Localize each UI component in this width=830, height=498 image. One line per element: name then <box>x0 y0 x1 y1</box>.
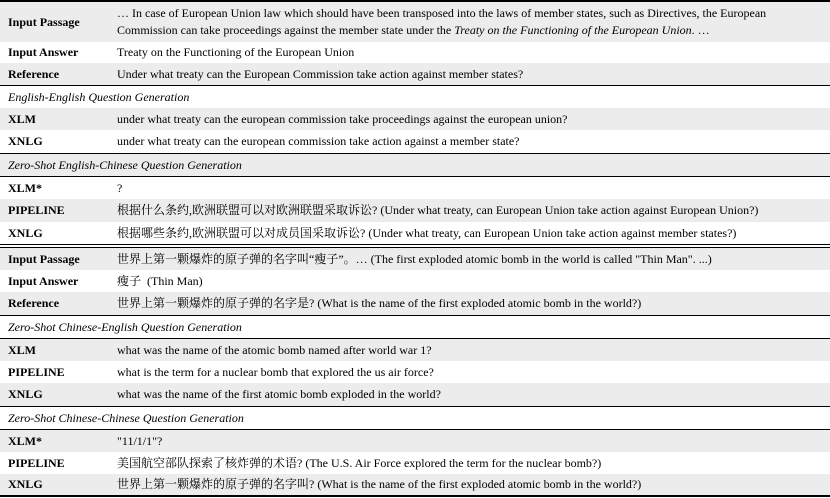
reference-text: 世界上第一颗爆炸的原子弹的名字是? (What is the name of the first exploded atomic bomb in the world?) <box>117 296 642 310</box>
output-text: under what treaty can the european commission take proceedings against the european union? <box>117 111 568 126</box>
table-row <box>0 199 830 222</box>
row-label: XNLG <box>8 134 43 148</box>
output-text: 世界上第一颗爆炸的原子弹的名字叫? (What is the name of the first exploded atomic bomb in the world?) <box>117 477 642 491</box>
row-label: XNLG <box>8 477 43 491</box>
section-row <box>0 316 830 338</box>
row-label: XLM* <box>8 180 42 195</box>
output-text: what was the name of the atomic bomb named after world war 1? <box>117 342 432 357</box>
table-row <box>0 474 830 495</box>
table-row <box>0 42 830 63</box>
section-title: Zero-Shot Chinese-English Question Generation <box>8 319 242 334</box>
row-label: XLM* <box>8 433 42 448</box>
input-answer-text: Treaty on the Functioning of the European Union <box>117 45 355 59</box>
output-text: 根据什么条约,欧洲联盟可以对欧洲联盟采取诉讼? (Under what treaty, can European Union take action against European Union?) <box>117 203 759 217</box>
reference-text: Under what treaty can the European Commission take action against member states? <box>117 66 524 81</box>
input-passage-text: … In case of European Union law which should have been transposed into the laws of member states, such as Directives, the European Commission can take proceedings against the member state under the Treaty on the Functioning of the European Union. … <box>117 6 767 37</box>
table-row <box>0 108 830 130</box>
row-label: XNLG <box>8 387 43 401</box>
table-row <box>0 270 830 292</box>
section-title: English-English Question Generation <box>8 89 190 104</box>
table-row <box>0 2 830 42</box>
table-row <box>0 361 830 383</box>
section-title: Zero-Shot English-Chinese Question Generation <box>8 157 242 172</box>
row-label: PIPELINE <box>8 364 65 379</box>
section-title: Zero-Shot Chinese-Chinese Question Generation <box>8 410 244 425</box>
row-label: Input Answer <box>8 45 79 59</box>
section-row <box>0 154 830 176</box>
row-label: Input Passage <box>8 14 80 29</box>
row-label: XNLG <box>8 225 43 240</box>
row-label: Input Answer <box>8 273 79 288</box>
section-row <box>0 86 830 108</box>
row-label: Reference <box>8 296 60 310</box>
table-row <box>0 452 830 474</box>
table-row <box>0 130 830 153</box>
row-label: XLM <box>8 342 36 357</box>
input-passage-text: 世界上第一颗爆炸的原子弹的名字叫“瘦子”。… (The first exploded atomic bomb in the world is called "Thin Man". ...) <box>117 251 712 266</box>
input-answer-text: 瘦子 (Thin Man) <box>117 273 203 288</box>
table-row <box>0 383 830 406</box>
row-label: PIPELINE <box>8 455 65 470</box>
table-row <box>0 292 830 315</box>
table-row <box>0 177 830 199</box>
table-row <box>0 339 830 361</box>
double-rule-top <box>0 244 830 245</box>
section-row <box>0 407 830 429</box>
output-text: 根据哪些条约,欧洲联盟可以对成员国采取诉讼? (Under what treaty, can European Union take action against member states?) <box>117 225 737 240</box>
table-row <box>0 430 830 452</box>
output-text: ? <box>117 180 123 195</box>
bottom-rule <box>0 495 830 497</box>
row-label: Input Passage <box>8 251 80 266</box>
row-label: PIPELINE <box>8 203 65 217</box>
output-text: what was the name of the first atomic bomb exploded in the world? <box>117 387 441 401</box>
table-row <box>0 248 830 270</box>
output-text: what is the term for a nuclear bomb that explored the us air force? <box>117 364 434 379</box>
output-text: "11/1/1"? <box>117 433 163 448</box>
row-label: XLM <box>8 111 36 126</box>
row-label: Reference <box>8 66 60 81</box>
table-row <box>0 63 830 85</box>
output-text: under what treaty can the european commission take action against a member state? <box>117 134 520 148</box>
table-row <box>0 222 830 244</box>
output-text: 美国航空部队探索了核炸弹的术语? (The U.S. Air Force explored the term for the nuclear bomb?) <box>117 455 602 470</box>
